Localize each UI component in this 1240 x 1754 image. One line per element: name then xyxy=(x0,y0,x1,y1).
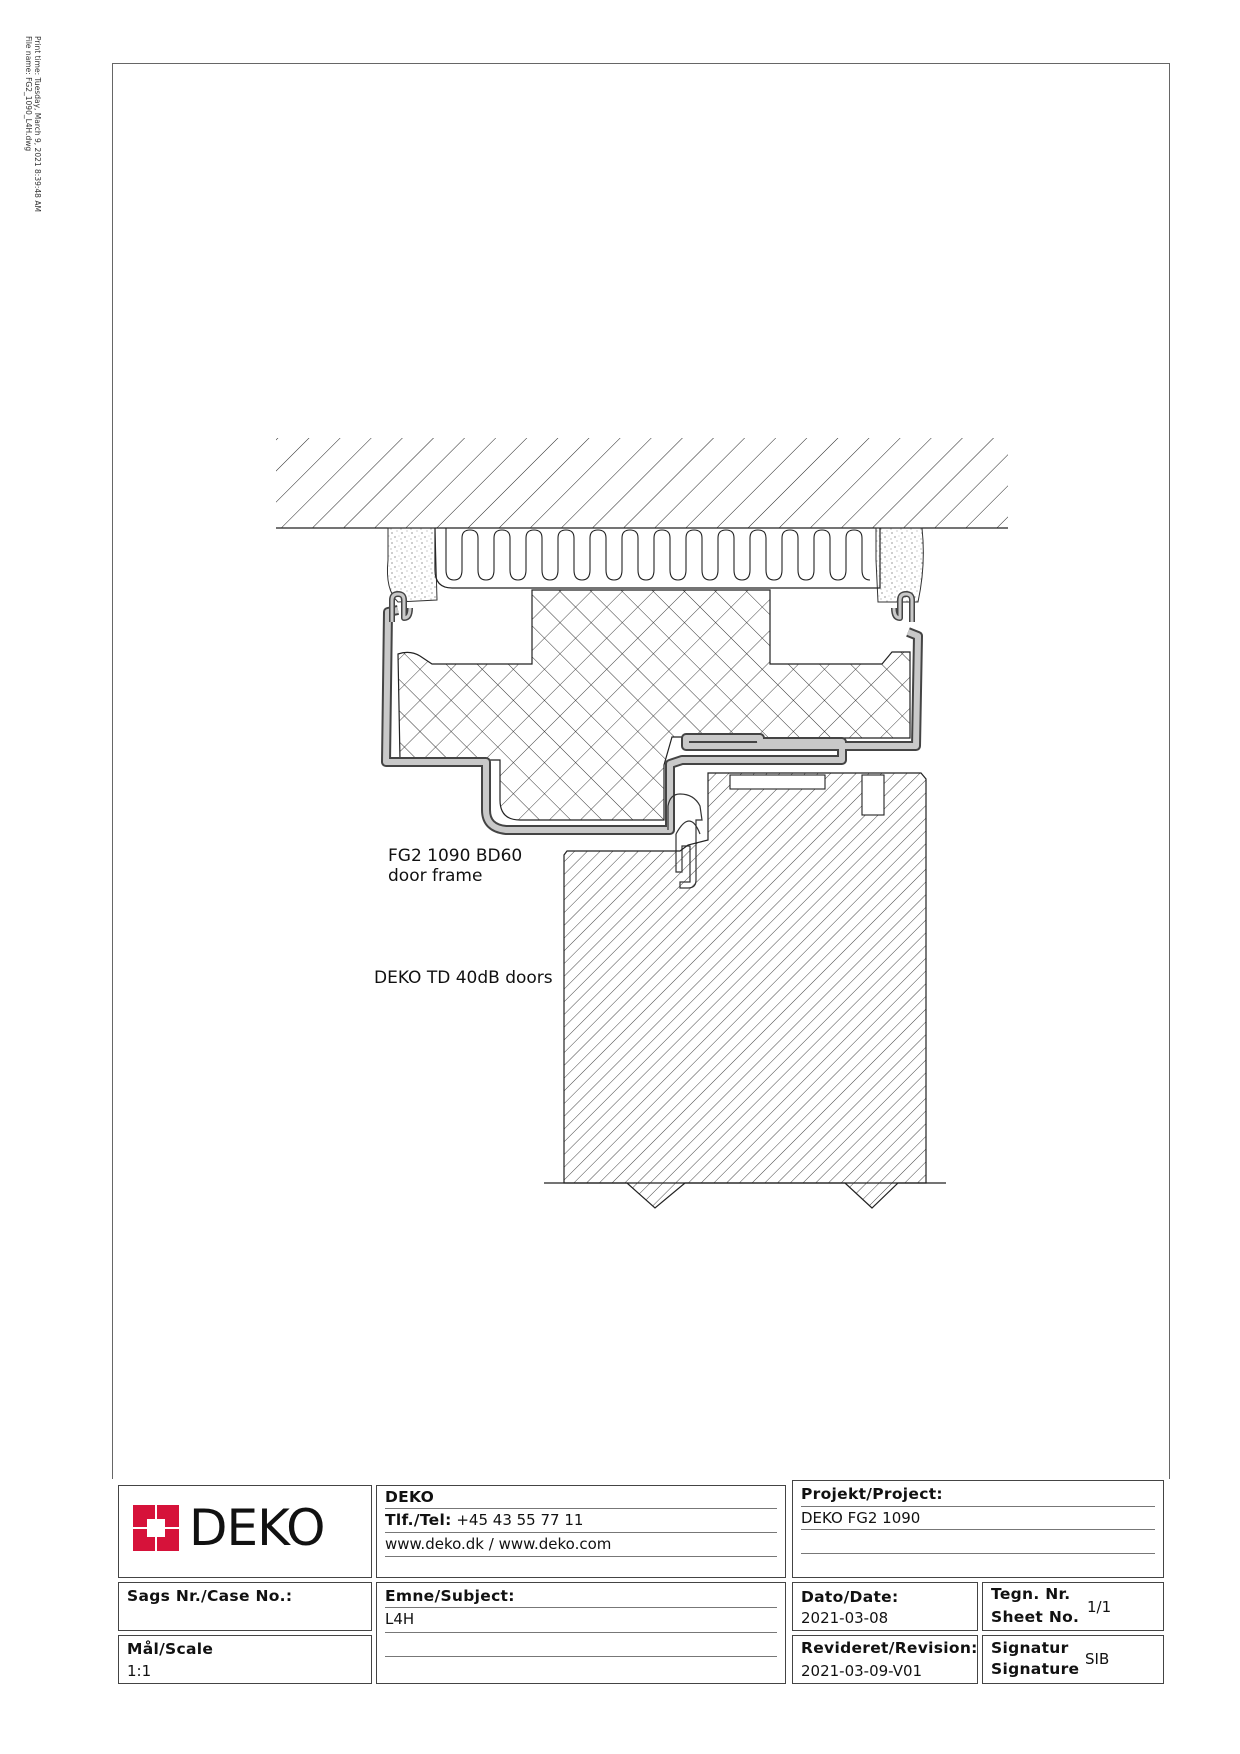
sheet-label-1: Tegn. Nr. xyxy=(991,1585,1071,1603)
company-cell xyxy=(376,1485,786,1578)
frame-label-line2: door frame xyxy=(388,866,483,886)
revision-value: 2021-03-09-V01 xyxy=(801,1662,923,1680)
scale-value: 1:1 xyxy=(127,1662,152,1680)
subject-value: L4H xyxy=(385,1610,415,1628)
case-label: Sags Nr./Case No.: xyxy=(127,1587,293,1605)
frame-label xyxy=(388,846,522,886)
subject-rule-2 xyxy=(385,1632,777,1633)
frame-label-line1: FG2 1090 BD60 xyxy=(388,846,523,866)
company-tel xyxy=(385,1511,583,1529)
scale-cell xyxy=(118,1635,372,1684)
company-rule-2 xyxy=(385,1532,777,1533)
project-label: Projekt/Project: xyxy=(801,1485,943,1503)
date-cell xyxy=(792,1582,978,1631)
project-cell xyxy=(792,1480,1164,1578)
project-rule-1 xyxy=(801,1506,1155,1507)
signature-value: SIB xyxy=(1085,1650,1110,1668)
project-rule-2 xyxy=(801,1529,1155,1530)
case-cell xyxy=(118,1582,372,1631)
logo-text: DEKO xyxy=(189,1499,325,1557)
revision-cell xyxy=(792,1635,978,1684)
company-rule-3 xyxy=(385,1556,777,1557)
project-rule-3 xyxy=(801,1553,1155,1554)
subject-rule-1 xyxy=(385,1607,777,1608)
company-rule-1 xyxy=(385,1508,777,1509)
sheet-label-2: Sheet No. xyxy=(991,1608,1080,1626)
date-label: Dato/Date: xyxy=(801,1588,899,1606)
company-name: DEKO xyxy=(385,1488,435,1506)
file-name: File name: FG2_1090_L4H.dwg xyxy=(24,36,33,152)
corrugated-strip xyxy=(435,528,880,588)
tel-value: +45 43 55 77 11 xyxy=(456,1511,584,1529)
wall-section xyxy=(276,438,1008,528)
signature-cell xyxy=(982,1635,1164,1684)
company-web: www.deko.dk / www.deko.com xyxy=(385,1535,612,1553)
subject-label: Emne/Subject: xyxy=(385,1587,515,1605)
deko-logo xyxy=(133,1499,325,1557)
sheet-cell xyxy=(982,1582,1164,1631)
scale-label: Mål/Scale xyxy=(127,1640,214,1658)
date-value: 2021-03-08 xyxy=(801,1609,889,1627)
revision-label: Revideret/Revision: xyxy=(801,1639,978,1657)
project-value: DEKO FG2 1090 xyxy=(801,1509,921,1527)
print-time: Print time: Tuesday, March 9, 2021 8:39:48 AM xyxy=(33,36,42,212)
subject-rule-3 xyxy=(385,1656,777,1657)
door-label: DEKO TD 40dB doors xyxy=(374,968,553,988)
tel-label: Tlf./Tel: xyxy=(385,1511,452,1529)
subject-cell xyxy=(376,1582,786,1684)
signature-label-2: Signature xyxy=(991,1660,1080,1678)
sheet-value: 1/1 xyxy=(1087,1598,1112,1616)
deko-logo-mark xyxy=(133,1505,179,1551)
door-leaf xyxy=(544,770,946,1215)
signature-label-1: Signatur xyxy=(991,1639,1069,1657)
